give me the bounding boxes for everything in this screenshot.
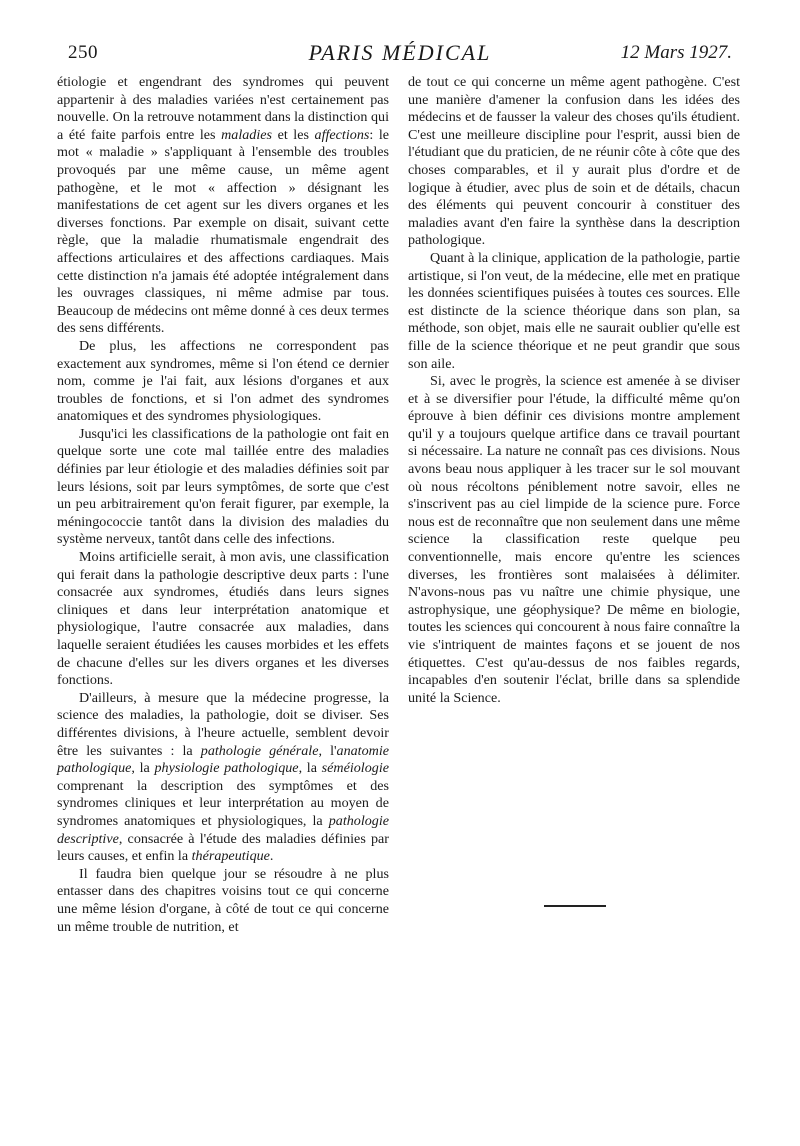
paragraph: Si, avec le progrès, la science est amenée à se diviser et à se diversifier pour l'étude, la difficulté même qu'on éprouve à bien définir ces divisions montre amplement qu'il y a toujours quelque artifice dans ce travail pourtant si nécessaire. La nature ne connaît pas ces divisions. Nous avons beau nous appliquer à les tracer sur le sol mouvant où nous récoltons péniblement notre savoir, elles ne s'inscrivent pas au ciel limpide de la science pure. Force nous est de reconnaître que non seulement dans une même science la classification reste quelque peu conventionnelle, mais encore qu'entre les sciences diverses, les frontières sont malaisées à délimiter. N'avons-nous pas vu naître une chimie physique, une astrophysique, une géophysique? De même en biologie, toutes les sciences qui concourent à nous faire connaître la vie s'intriquent de maintes façons et se jouent de nos étiquettes. C'est qu'au-dessus de nos faibles regards, incapables d'en soutenir l'éclat, brille dans sa splendide unité la Science. bbox=[408, 373, 740, 706]
journal-title: PARIS MÉDICAL bbox=[308, 40, 492, 65]
paragraph: Moins artificielle serait, à mon avis, une classification qui ferait dans la pathologie descriptive deux parts : l'une consacrée aux syndromes, étudiés dans leurs signes cliniques et dans leur interprétation anatomique et physiologique, l'autre consacrée aux maladies, dans laquelle seraient étudiées les causes morbides et les effets de chacune d'elles sur les divers organes et les diverses fonctions. bbox=[57, 549, 389, 689]
right-column bbox=[408, 74, 740, 707]
paragraph: Jusqu'ici les classifications de la pathologie ont fait en quelque sorte une cote mal taillée entre des maladies définies par leur étiologie et des maladies définies soit par leurs lésions, soit par leurs symptômes, de sorte que c'est un peu arbitrairement qu'on ferait figurer, par exemple, la méningococcie tantôt dans la division des maladies du système nerveux, tantôt dans celle des infections. bbox=[57, 425, 389, 548]
paragraph: De plus, les affections ne correspondent pas exactement aux syndromes, même si l'on étend ce dernier nom, comme je l'ai fait, aux lésions d'organes et aux troubles de fonctions, et si l'on admet des syndromes anatomiques et des syndromes physiologiques. bbox=[57, 337, 389, 425]
paragraph: de tout ce qui concerne un même agent pathogène. C'est une manière d'amener la confusion dans les idées des médecins et de fausser la valeur des choses qu'ils étudient. C'est une meilleure discipline pour l'esprit, aussi bien de l'étudiant que du praticien, de ne réunir côte à côte que des choses comparables, et il y aurait plus d'ordre et de logique à étudier, avec plus de soin et de détails, chacun des éléments qui peuvent concourir à constituer des maladies avant d'en faire la synthèse dans la description pathologique. bbox=[408, 74, 740, 249]
paragraph: étiologie et engendrant des syndromes qui peuvent appartenir à des maladies variées n'est certainement pas nouvelle. On la retrouve notamment dans la distinction qui a été faite parfois entre les maladies et les affections: le mot « maladie » s'appliquant à l'ensemble des troubles provoqués par une même cause, un même agent pathogène, et le mot « affection » désignant les manifestations de cet agent sur les divers organes et les diverses fonctions. Par exemple on disait, suivant cette règle, que la maladie rhumatismale engendrait des affections articulaires et des affections cardiaques. Mais cette distinction n'a jamais été adoptée intégralement dans les ouvrages classiques, ni même admise par tous. Beaucoup de médecins ont même donné à ces deux termes des sens différents. bbox=[57, 74, 390, 337]
paragraph: D'ailleurs, à mesure que la médecine progresse, la science des maladies, la pathologie, doit se diviser. Ses différentes divisions, à l'heure actuelle, semblent devoir être les suivantes : la pathologie générale, l'anatomie pathologique, la physiologie pathologique, la séméiologie comprenant la description des symptômes et des syndromes cliniques et leur interprétation au moyen de syndromes anatomiques et physiologiques, la pathologie descriptive, consacrée à l'étude des maladies définies par leurs causes, et enfin la thérapeutique. bbox=[57, 689, 390, 865]
issue-date: 12 Mars 1927. bbox=[620, 42, 732, 63]
page-number: 250 bbox=[68, 42, 98, 63]
section-end-rule bbox=[544, 905, 606, 907]
paragraph: Quant à la clinique, application de la pathologie, partie artistique, si l'on veut, de la médecine, elle met en pratique les données scientifiques puisées à toutes ces sources. Elle est distincte de la science théorique dans son plan, sa méthode, son objet, mais elle ne saurait oublier qu'elle est fille de la science théorique et ne peut grandir que sous son aile. bbox=[408, 249, 740, 372]
left-column bbox=[57, 74, 389, 936]
page-header bbox=[68, 40, 732, 68]
paragraph: Il faudra bien quelque jour se résoudre à ne plus entasser dans des chapitres voisins tout ce qui concerne une même lésion d'organe, à côté de tout ce qui concerne un même trouble de nutrition, et bbox=[57, 865, 389, 935]
